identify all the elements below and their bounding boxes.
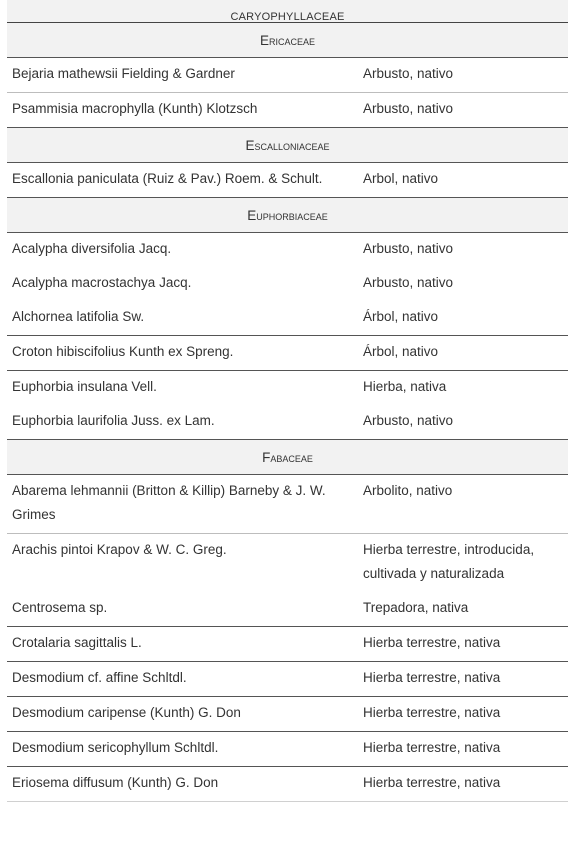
habit-cell: Trepadora, nativa bbox=[363, 600, 469, 615]
species-cell: Euphorbia insulana Vell. bbox=[12, 379, 157, 394]
habit-cell: Árbol, nativo bbox=[363, 344, 439, 359]
species-cell: Desmodium caripense (Kunth) G. Don bbox=[12, 705, 241, 720]
table-row bbox=[7, 93, 568, 128]
species-cell: Centrosema sp. bbox=[12, 600, 108, 615]
habit-cell: Arbusto, nativo bbox=[363, 66, 454, 81]
table-row bbox=[7, 267, 568, 301]
habit-cell: Hierba terrestre, nativa bbox=[363, 635, 501, 650]
species-cell: Crotalaria sagittalis L. bbox=[12, 635, 142, 650]
habit-cell: Arbusto, nativo bbox=[363, 101, 454, 116]
family-header bbox=[7, 23, 568, 58]
habit-cell: Árbol, nativo bbox=[363, 309, 439, 324]
habit-cell: Hierba terrestre, nativa bbox=[363, 670, 501, 685]
species-table bbox=[7, 0, 568, 802]
species-cell: Bejaria mathewsii Fielding & Gardner bbox=[12, 66, 235, 81]
family-label: CARYOPHYLLACEAE bbox=[230, 11, 345, 23]
habit-cell: Arbusto, nativo bbox=[363, 275, 454, 290]
table-row bbox=[7, 534, 568, 592]
table-row bbox=[7, 475, 568, 534]
table-row bbox=[7, 301, 568, 336]
species-cell: Alchornea latifolia Sw. bbox=[12, 309, 145, 324]
table-row bbox=[7, 58, 568, 93]
species-cell: Desmodium sericophyllum Schltdl. bbox=[12, 740, 219, 755]
table-row bbox=[7, 592, 568, 627]
family-label: Escalloniaceae bbox=[245, 137, 330, 153]
species-cell: Croton hibiscifolius Kunth ex Spreng. bbox=[12, 344, 234, 359]
table-row bbox=[7, 336, 568, 371]
species-cell: Eriosema diffusum (Kunth) G. Don bbox=[12, 775, 219, 790]
habit-cell: Arbusto, nativo bbox=[363, 241, 454, 256]
species-cell: Arachis pintoi Krapov & W. C. Greg. bbox=[12, 542, 227, 557]
table-row bbox=[7, 163, 568, 198]
habit-cell: Hierba, nativa bbox=[363, 379, 447, 394]
table-row bbox=[7, 627, 568, 662]
family-header bbox=[7, 128, 568, 163]
family-label: Euphorbiaceae bbox=[247, 207, 328, 223]
table-row bbox=[7, 662, 568, 697]
table-row bbox=[7, 767, 568, 802]
habit-cell: Hierba terrestre, nativa bbox=[363, 775, 501, 790]
habit-cell: Hierba terrestre, nativa bbox=[363, 705, 501, 720]
family-header bbox=[7, 198, 568, 233]
family-label: Fabaceae bbox=[262, 449, 313, 465]
table-row bbox=[7, 697, 568, 732]
species-cell: Acalypha macrostachya Jacq. bbox=[12, 275, 192, 290]
family-header-caryophyllaceae bbox=[7, 0, 568, 23]
habit-cell: Arbol, nativo bbox=[363, 171, 439, 186]
species-cell: Acalypha diversifolia Jacq. bbox=[12, 241, 172, 256]
family-header bbox=[7, 440, 568, 475]
species-cell: Euphorbia laurifolia Juss. ex Lam. bbox=[12, 413, 215, 428]
habit-cell: Arbolito, nativo bbox=[363, 483, 453, 498]
family-label: Ericaceae bbox=[259, 32, 315, 48]
species-cell: Psammisia macrophylla (Kunth) Klotzsch bbox=[12, 101, 258, 116]
habit-cell: Arbusto, nativo bbox=[363, 413, 454, 428]
habit-cell: Hierba terrestre, introducida, cultivada y naturalizada bbox=[363, 542, 535, 581]
table-row bbox=[7, 371, 568, 405]
table-row bbox=[7, 233, 568, 267]
species-cell: Abarema lehmannii (Britton & Killip) Barneby & J. W. Grimes bbox=[12, 483, 326, 522]
table-row bbox=[7, 732, 568, 767]
species-cell: Desmodium cf. affine Schltdl. bbox=[12, 670, 187, 685]
habit-cell: Hierba terrestre, nativa bbox=[363, 740, 501, 755]
table-row bbox=[7, 405, 568, 440]
species-cell: Escallonia paniculata (Ruiz & Pav.) Roem. & Schult. bbox=[12, 171, 323, 186]
